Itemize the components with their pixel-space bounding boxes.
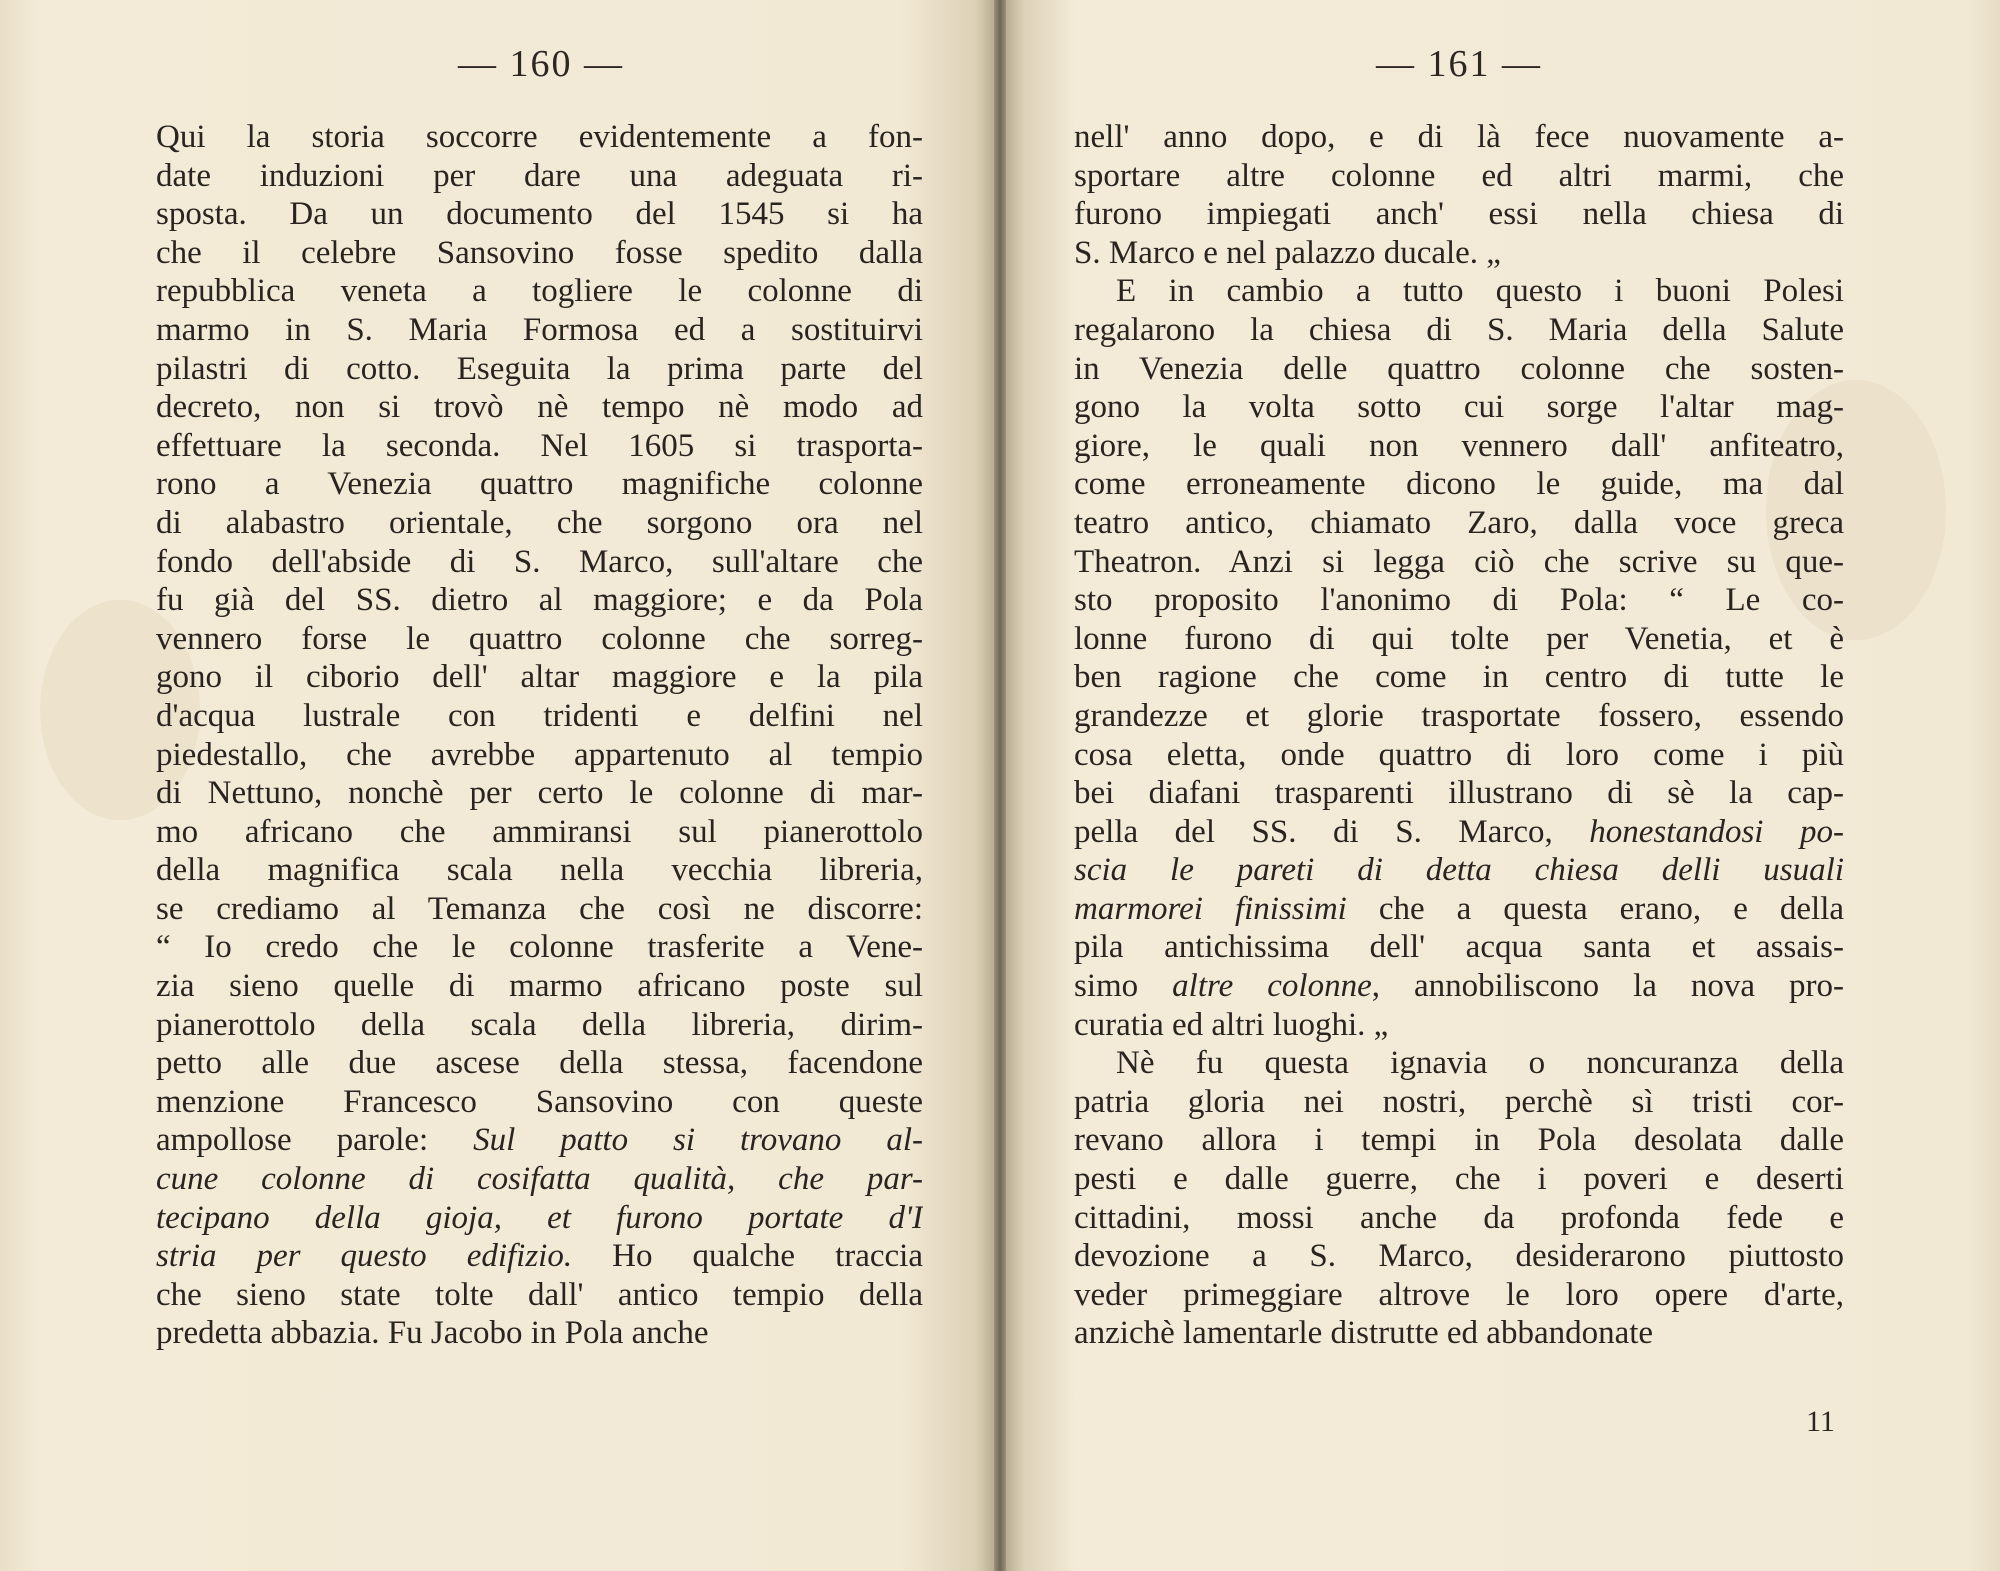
text-segment: se crediamo al Temanza che così ne discorre: bbox=[156, 890, 923, 927]
italic-text-segment: altre colonne bbox=[1172, 968, 1372, 1005]
book-gutter bbox=[994, 0, 1006, 1571]
italic-text-segment: honestandosi po- bbox=[1589, 813, 1844, 850]
text-line bbox=[1074, 1237, 1844, 1276]
text-segment: veder primeggiare altrove le loro opere d'arte, bbox=[1074, 1276, 1844, 1313]
text-line bbox=[156, 658, 923, 697]
text-line bbox=[156, 1083, 923, 1122]
text-segment: devozione a S. Marco, desiderarono piuttosto bbox=[1074, 1238, 1844, 1275]
text-line bbox=[1074, 890, 1844, 929]
right-page-text bbox=[1074, 118, 1844, 1353]
italic-text-segment: scia le pareti di detta chiesa delli usuali bbox=[1074, 852, 1844, 889]
text-line bbox=[156, 465, 923, 504]
text-segment: Qui la storia soccorre evidentemente a fon- bbox=[156, 119, 923, 155]
left-page bbox=[0, 0, 994, 1571]
text-segment: vennero forse le quattro colonne che sorreg- bbox=[156, 620, 923, 657]
text-line bbox=[1074, 967, 1844, 1006]
text-line bbox=[1074, 774, 1844, 813]
page-number-right: — 161 — bbox=[1376, 43, 1542, 85]
text-line bbox=[156, 388, 923, 427]
text-line bbox=[156, 234, 923, 273]
text-line bbox=[1074, 272, 1844, 311]
text-line bbox=[1074, 620, 1844, 659]
text-line bbox=[1074, 851, 1844, 890]
text-segment: ben ragione che come in centro di tutte le bbox=[1074, 659, 1844, 696]
text-segment: patria gloria nei nostri, perchè sì tristi cor- bbox=[1074, 1083, 1844, 1120]
text-line bbox=[156, 1160, 923, 1199]
text-line bbox=[156, 697, 923, 736]
text-segment: pilastri di cotto. Eseguita la prima parte del bbox=[156, 350, 923, 387]
text-segment: sto proposito l'anonimo di Pola: “ Le co- bbox=[1074, 582, 1844, 619]
text-line bbox=[156, 928, 923, 967]
text-segment: teatro antico, chiamato Zaro, dalla voce greca bbox=[1074, 504, 1844, 541]
text-line bbox=[156, 311, 923, 350]
text-segment: fu già del SS. dietro al maggiore; e da Pola bbox=[156, 582, 923, 619]
text-line bbox=[156, 1276, 923, 1315]
text-segment: grandezze et glorie trasportate fossero, essendo bbox=[1074, 697, 1844, 734]
text-line bbox=[156, 350, 923, 389]
text-line bbox=[156, 620, 923, 659]
italic-text-segment: tecipano della gioja, et furono portate d'I bbox=[156, 1199, 923, 1236]
text-line bbox=[156, 1237, 923, 1276]
text-segment: cosa eletta, onde quattro di loro come i più bbox=[1074, 736, 1844, 773]
text-line bbox=[1074, 543, 1844, 582]
text-segment: fondo dell'abside di S. Marco, sull'altare che bbox=[156, 543, 923, 580]
text-segment: menzione Francesco Sansovino con queste bbox=[156, 1083, 923, 1120]
italic-text-segment: Sul patto si trovano al- bbox=[473, 1122, 923, 1159]
left-page-text bbox=[156, 118, 923, 1353]
text-segment: della magnifica scala nella vecchia libreria, bbox=[156, 852, 923, 889]
text-line bbox=[156, 581, 923, 620]
text-segment: anzichè lamentarle distrutte ed abbandonate bbox=[1074, 1315, 1654, 1352]
text-line bbox=[1074, 1083, 1844, 1122]
text-line bbox=[1074, 234, 1844, 273]
text-segment: E in cambio a tutto questo i buoni Polesi bbox=[1116, 273, 1844, 310]
text-line bbox=[156, 1006, 923, 1045]
text-line bbox=[1074, 697, 1844, 736]
text-segment: Ho qualche traccia bbox=[572, 1238, 923, 1275]
text-segment: che a questa erano, e della bbox=[1346, 890, 1844, 927]
text-line bbox=[1074, 658, 1844, 697]
text-segment: curatia ed altri luoghi. „ bbox=[1074, 1006, 1389, 1043]
text-line bbox=[1074, 465, 1844, 504]
text-segment: pila antichissima dell' acqua santa et assais- bbox=[1074, 929, 1844, 966]
text-segment: piedestallo, che avrebbe appartenuto al tempio bbox=[156, 736, 923, 773]
text-line bbox=[1074, 1160, 1844, 1199]
text-line bbox=[156, 272, 923, 311]
right-page bbox=[1006, 0, 2000, 1571]
text-line bbox=[1074, 1199, 1844, 1238]
text-line bbox=[1074, 928, 1844, 967]
text-segment: di alabastro orientale, che sorgono ora nel bbox=[156, 504, 923, 541]
text-line bbox=[156, 543, 923, 582]
text-line bbox=[1074, 1006, 1844, 1045]
italic-text-segment: marmorei finissimi bbox=[1074, 890, 1347, 927]
signature-mark: 11 bbox=[1806, 1405, 1835, 1438]
text-segment: mo africano che ammiransi sul pianerottolo bbox=[156, 813, 923, 850]
text-segment: Theatron. Anzi si legga ciò che scrive su que- bbox=[1074, 543, 1844, 580]
italic-text-segment: cune colonne di cosifatta qualità, che par- bbox=[156, 1161, 923, 1198]
text-line bbox=[1074, 118, 1844, 157]
text-line bbox=[1074, 388, 1844, 427]
text-segment: lonne furono di qui tolte per Venetia, et è bbox=[1074, 620, 1844, 657]
text-line bbox=[1074, 195, 1844, 234]
text-line bbox=[156, 157, 923, 196]
text-line bbox=[156, 890, 923, 929]
text-line bbox=[1074, 1276, 1844, 1315]
text-segment: , annobiliscono la nova pro- bbox=[1371, 968, 1844, 1005]
text-line bbox=[156, 504, 923, 543]
text-segment: nell' anno dopo, e di là fece nuovamente a- bbox=[1074, 119, 1844, 155]
text-segment: pesti e dalle guerre, che i poveri e deserti bbox=[1074, 1161, 1844, 1198]
text-line bbox=[156, 1121, 923, 1160]
text-segment: petto alle due ascese della stessa, facendone bbox=[156, 1045, 923, 1082]
text-line bbox=[156, 851, 923, 890]
text-line bbox=[1074, 581, 1844, 620]
text-segment: di Nettuno, nonchè per certo le colonne di mar- bbox=[156, 775, 923, 812]
text-segment: cittadini, mossi anche da profonda fede e bbox=[1074, 1199, 1844, 1236]
text-segment: decreto, non si trovò nè tempo nè modo ad bbox=[156, 389, 923, 426]
text-line bbox=[156, 195, 923, 234]
text-segment: come erroneamente dicono le guide, ma dal bbox=[1074, 466, 1844, 503]
text-line bbox=[1074, 311, 1844, 350]
text-line bbox=[1074, 736, 1844, 775]
text-line bbox=[1074, 1121, 1844, 1160]
text-segment: simo bbox=[1074, 968, 1173, 1005]
text-segment: pella del SS. di S. Marco, bbox=[1074, 813, 1590, 850]
text-segment: Nè fu questa ignavia o noncuranza della bbox=[1116, 1045, 1844, 1082]
text-segment: che sieno state tolte dall' antico tempio della bbox=[156, 1276, 923, 1313]
text-line bbox=[1074, 427, 1844, 466]
text-segment: pianerottolo della scala della libreria, dirim- bbox=[156, 1006, 923, 1043]
text-segment: gono la volta sotto cui sorge l'altar mag- bbox=[1074, 389, 1844, 426]
text-line bbox=[1074, 504, 1844, 543]
text-line bbox=[156, 774, 923, 813]
text-segment: in Venezia delle quattro colonne che sosten- bbox=[1074, 350, 1844, 387]
text-segment: rono a Venezia quattro magnifiche colonne bbox=[156, 466, 923, 503]
text-segment: S. Marco e nel palazzo ducale. „ bbox=[1074, 234, 1501, 271]
text-segment: marmo in S. Maria Formosa ed a sostituirvi bbox=[156, 311, 923, 348]
text-segment: giore, le quali non vennero dall' anfiteatro, bbox=[1074, 427, 1844, 464]
text-line bbox=[156, 118, 923, 157]
text-segment: zia sieno quelle di marmo africano poste sul bbox=[156, 968, 923, 1005]
text-line bbox=[156, 967, 923, 1006]
text-line bbox=[1074, 157, 1844, 196]
text-line bbox=[156, 1044, 923, 1083]
text-line bbox=[156, 736, 923, 775]
text-line bbox=[156, 1199, 923, 1238]
text-line bbox=[156, 813, 923, 852]
text-segment: furono impiegati anch' essi nella chiesa di bbox=[1074, 196, 1844, 233]
text-segment: ampollose parole: bbox=[156, 1122, 474, 1159]
text-segment: repubblica veneta a togliere le colonne di bbox=[156, 273, 923, 310]
text-line bbox=[156, 427, 923, 466]
text-segment: sportare altre colonne ed altri marmi, che bbox=[1074, 157, 1844, 194]
italic-text-segment: stria per questo edifizio. bbox=[156, 1238, 573, 1275]
text-line bbox=[1074, 813, 1844, 852]
text-segment: date induzioni per dare una adeguata ri- bbox=[156, 157, 923, 194]
text-line bbox=[1074, 350, 1844, 389]
text-segment: gono il ciborio dell' altar maggiore e la pila bbox=[156, 659, 923, 696]
text-segment: d'acqua lustrale con tridenti e delfini nel bbox=[156, 697, 923, 734]
text-segment: regalarono la chiesa di S. Maria della Salute bbox=[1074, 311, 1844, 348]
text-line bbox=[1074, 1314, 1844, 1353]
text-segment: effettuare la seconda. Nel 1605 si trasporta- bbox=[156, 427, 923, 464]
text-segment: “ Io credo che le colonne trasferite a Vene- bbox=[156, 929, 923, 966]
text-segment: sposta. Da un documento del 1545 si ha bbox=[156, 196, 923, 233]
text-line bbox=[156, 1314, 923, 1353]
page-number-left: — 160 — bbox=[458, 43, 624, 85]
text-segment: bei diafani trasparenti illustrano di sè la cap- bbox=[1074, 775, 1844, 812]
text-line bbox=[1074, 1044, 1844, 1083]
text-segment: revano allora i tempi in Pola desolata dalle bbox=[1074, 1122, 1844, 1159]
text-segment: che il celebre Sansovino fosse spedito dalla bbox=[156, 234, 923, 271]
text-segment: predetta abbazia. Fu Jacobo in Pola anche bbox=[156, 1315, 709, 1352]
